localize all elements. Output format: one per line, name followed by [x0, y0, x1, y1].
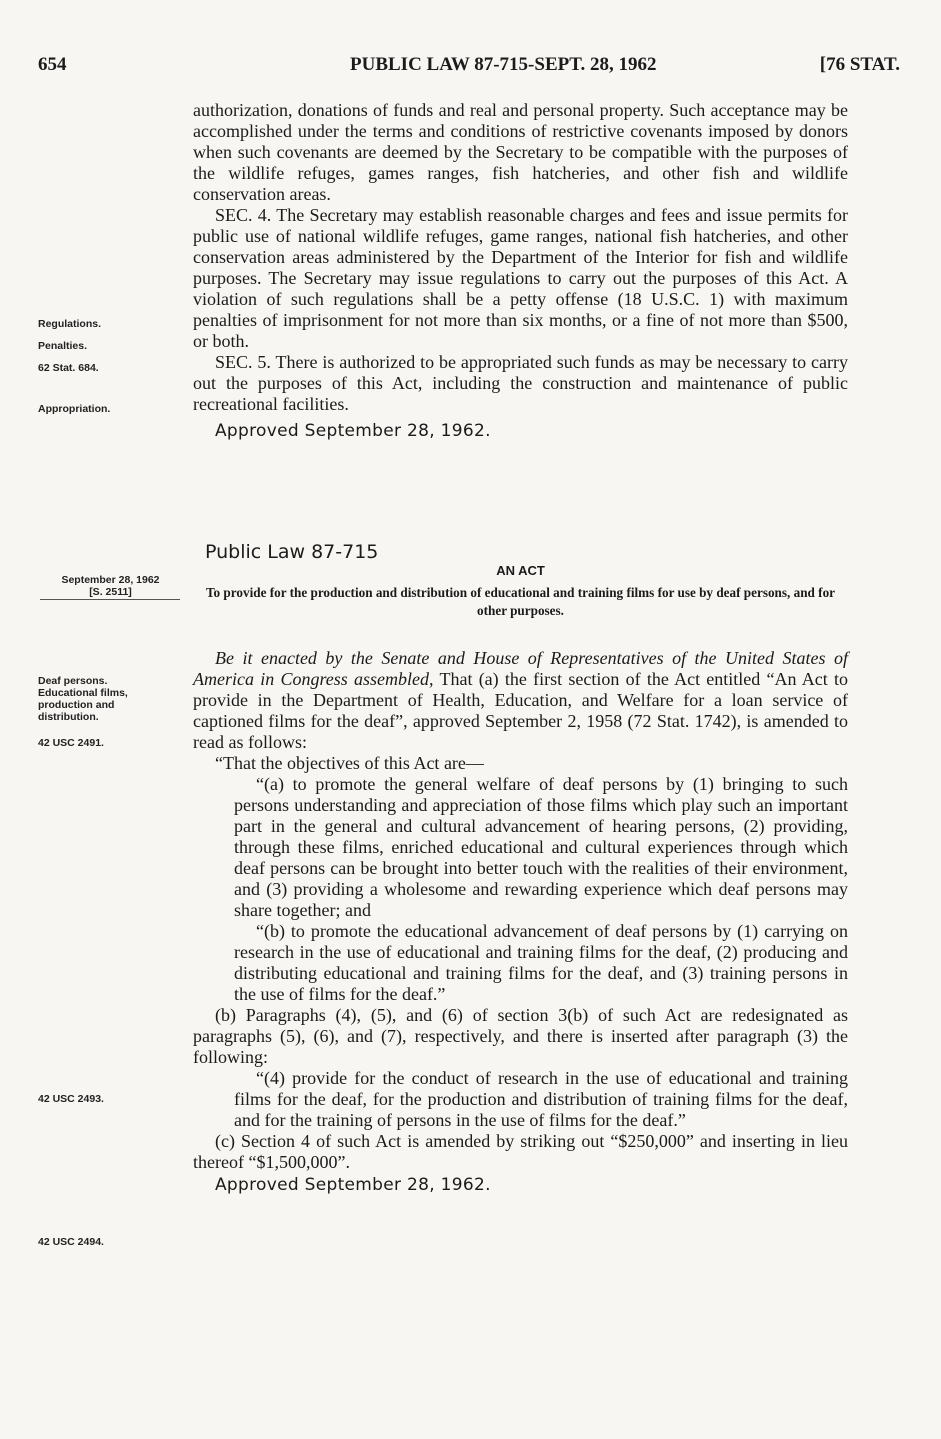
page-header [38, 54, 900, 84]
objective-a: “(a) to promote the general welfare of deaf persons by (1) bringing to such persons understanding and appreciation of those films which play such an important part in the general and cultural advancement of hearing persons, (2) providing, through these films, enriched educational and cultural experiences through which deaf persons can be brought into better touch with the realities of their environment, and (3) providing a wholesome and rewarding experience which deaf persons may share together; and [234, 774, 848, 920]
margin-usc-2493: 42 USC 2493. [38, 1093, 104, 1105]
enacting-clause [193, 648, 848, 753]
margin-usc-2491: 42 USC 2491. [38, 737, 104, 749]
objectives-intro: “That the objectives of this Act are— [215, 753, 484, 773]
public-law-heading: Public Law 87-715 [205, 541, 379, 563]
margin-bill-number: [S. 2511] [89, 586, 132, 598]
previous-act-continuation [193, 100, 848, 442]
margin-date: September 28, 1962 [61, 574, 160, 586]
margin-penalties: Penalties. [38, 340, 88, 352]
section-5: SEC. 5. There is authorized to be appropriated such funds as may be necessary to carry out the purposes of this Act, including the construction and maintenance of public recreational facilities. [193, 352, 848, 414]
objective-b: “(b) to promote the educational advancement of deaf persons by (1) carrying on research in the use of educational and training films for the deaf, (2) producing and distributing educational and training films for the deaf, and (3) training persons in the use of films for the deaf.” [234, 921, 848, 1004]
margin-divider [40, 599, 180, 600]
public-law-body [193, 648, 848, 1196]
margin-regulations: Regulations. [38, 318, 102, 330]
approved-date-2: Approved September 28, 1962. [215, 1175, 491, 1195]
section-4: SEC. 4. The Secretary may establish reasonable charges and fees and issue permits for public use of national wildlife refuges, game ranges, national fish hatcheries, and other conservation areas administered by the Department of the Interior for fish and wildlife purposes. The Secretary may issue regulations to carry out the purposes of this Act. A violation of such regulations shall be a petty offense (18 U.S.C. 1) with maximum penalties of imprisonment for not more than six months, or a fine of not more than $500, or both. [193, 205, 848, 351]
running-title: PUBLIC LAW 87-715-SEPT. 28, 1962 [350, 54, 657, 75]
margin-appropriation: Appropriation. [38, 403, 111, 415]
page-number: 654 [38, 54, 67, 75]
enacting-formula: Be it enacted by the Senate and House of Representatives of the United States of America in Congress assembled, [193, 648, 848, 689]
margin-stat-ref: 62 Stat. 684. [38, 362, 99, 374]
enacting-text: That (a) the first section of the Act entitled “An Act to provide in the Department of Health, Education, and Welfare for a loan service of captioned films for the deaf”, approved September 2, 1958 (72 Stat. 1742), is amended to read as follows: [193, 669, 849, 752]
margin-usc-2494: 42 USC 2494. [38, 1236, 104, 1248]
subsection-b: (b) Paragraphs (4), (5), and (6) of section 3(b) of such Act are redesignated as paragraphs (5), (6), and (7), respectively, and there is inserted after paragraph (3) the following: [193, 1005, 848, 1067]
margin-deaf-persons: Deaf persons. Educational films, production and distribution. [38, 675, 128, 723]
paragraph-authorization: authorization, donations of funds and real and personal property. Such acceptance may be accomplished under the terms and conditions of restrictive covenants imposed by donors when such covenants are deemed by the Secretary to be compatible with the purposes of the wildlife refuges, games ranges, fish hatcheries, and other fish and wildlife conservation areas. [193, 100, 848, 204]
paragraph-4: “(4) provide for the conduct of research in the use of educational and training films for the deaf, for the production and distribution of training films for the deaf, and for the training of persons in the use of films for the deaf.” [234, 1068, 848, 1130]
approved-date-1: Approved September 28, 1962. [215, 421, 491, 441]
volume-reference: [76 STAT. [819, 54, 900, 75]
subsection-c: (c) Section 4 of such Act is amended by striking out “$250,000” and inserting in lieu thereof “$1,500,000”. [193, 1131, 848, 1172]
act-purpose: To provide for the production and distribution of educational and training films for use by deaf persons, and for other purposes. [205, 585, 836, 618]
act-label: AN ACT [496, 563, 545, 578]
